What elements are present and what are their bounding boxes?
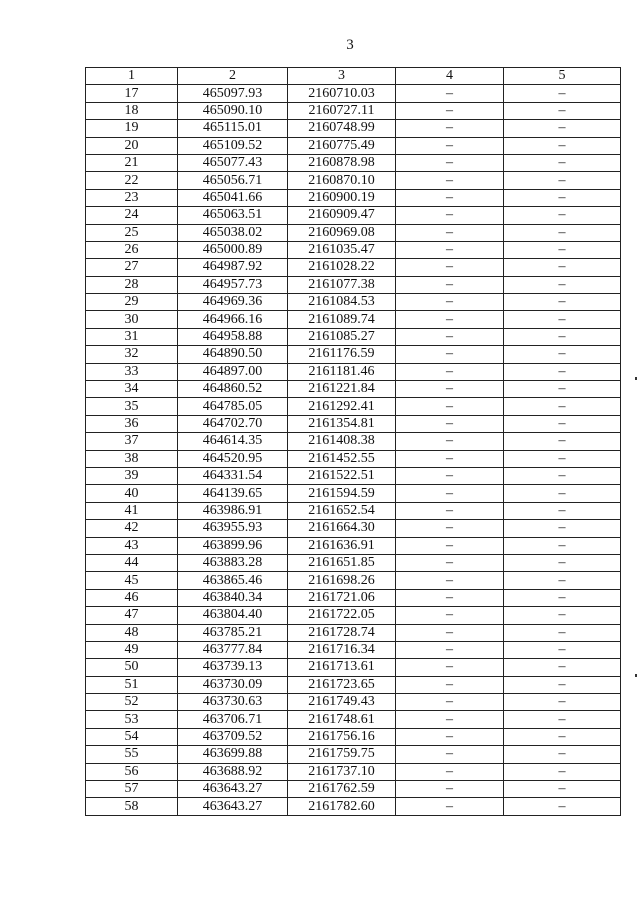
point-number-cell: 20: [86, 137, 178, 154]
table-row: [86, 728, 621, 745]
column-5-cell: –: [504, 259, 621, 276]
coordinates-table: [85, 67, 621, 816]
table-body: [86, 68, 621, 816]
column-5-cell: –: [504, 467, 621, 484]
column-4-cell: –: [396, 589, 504, 606]
x-coordinate-cell: 465000.89: [178, 241, 288, 258]
point-number-cell: 18: [86, 102, 178, 119]
y-coordinate-cell: 2160710.03: [288, 85, 396, 102]
table-row: [86, 398, 621, 415]
y-coordinate-cell: 2161716.34: [288, 641, 396, 658]
column-5-cell: –: [504, 172, 621, 189]
column-5-cell: –: [504, 189, 621, 206]
y-coordinate-cell: 2161089.74: [288, 311, 396, 328]
point-number-cell: 33: [86, 363, 178, 380]
point-number-cell: 58: [86, 798, 178, 815]
column-4-cell: –: [396, 224, 504, 241]
x-coordinate-cell: 465077.43: [178, 154, 288, 171]
column-5-cell: –: [504, 624, 621, 641]
column-5-cell: –: [504, 450, 621, 467]
y-coordinate-cell: 2161721.06: [288, 589, 396, 606]
y-coordinate-cell: 2161698.26: [288, 572, 396, 589]
column-5-cell: –: [504, 746, 621, 763]
table-row: [86, 346, 621, 363]
table-row: [86, 311, 621, 328]
header-cell-1: 1: [86, 68, 178, 85]
column-4-cell: –: [396, 241, 504, 258]
column-4-cell: –: [396, 276, 504, 293]
y-coordinate-cell: 2161077.38: [288, 276, 396, 293]
y-coordinate-cell: 2161176.59: [288, 346, 396, 363]
column-5-cell: –: [504, 311, 621, 328]
table-row: [86, 537, 621, 554]
x-coordinate-cell: 463643.27: [178, 781, 288, 798]
point-number-cell: 23: [86, 189, 178, 206]
point-number-cell: 56: [86, 763, 178, 780]
x-coordinate-cell: 463883.28: [178, 554, 288, 571]
table-row: [86, 659, 621, 676]
table-row: [86, 781, 621, 798]
column-4-cell: –: [396, 502, 504, 519]
header-row: [86, 68, 621, 85]
x-coordinate-cell: 464958.88: [178, 328, 288, 345]
column-4-cell: –: [396, 781, 504, 798]
column-4-cell: –: [396, 798, 504, 815]
column-5-cell: –: [504, 798, 621, 815]
y-coordinate-cell: 2161636.91: [288, 537, 396, 554]
column-4-cell: –: [396, 467, 504, 484]
table-row: [86, 502, 621, 519]
point-number-cell: 39: [86, 467, 178, 484]
column-5-cell: –: [504, 572, 621, 589]
x-coordinate-cell: 463699.88: [178, 746, 288, 763]
point-number-cell: 48: [86, 624, 178, 641]
x-coordinate-cell: 463706.71: [178, 711, 288, 728]
table-row: [86, 676, 621, 693]
column-5-cell: –: [504, 154, 621, 171]
point-number-cell: 24: [86, 207, 178, 224]
x-coordinate-cell: 463865.46: [178, 572, 288, 589]
y-coordinate-cell: 2161749.43: [288, 694, 396, 711]
x-coordinate-cell: 463777.84: [178, 641, 288, 658]
x-coordinate-cell: 463955.93: [178, 520, 288, 537]
table-row: [86, 641, 621, 658]
point-number-cell: 29: [86, 294, 178, 311]
column-5-cell: –: [504, 659, 621, 676]
x-coordinate-cell: 463709.52: [178, 728, 288, 745]
y-coordinate-cell: 2161181.46: [288, 363, 396, 380]
column-5-cell: –: [504, 137, 621, 154]
table-row: [86, 241, 621, 258]
x-coordinate-cell: 463643.27: [178, 798, 288, 815]
x-coordinate-cell: 464966.16: [178, 311, 288, 328]
column-4-cell: –: [396, 572, 504, 589]
x-coordinate-cell: 464702.70: [178, 415, 288, 432]
column-5-cell: –: [504, 120, 621, 137]
y-coordinate-cell: 2161652.54: [288, 502, 396, 519]
column-4-cell: –: [396, 676, 504, 693]
x-coordinate-cell: 465115.01: [178, 120, 288, 137]
x-coordinate-cell: 463785.21: [178, 624, 288, 641]
x-coordinate-cell: 464785.05: [178, 398, 288, 415]
x-coordinate-cell: 465090.10: [178, 102, 288, 119]
x-coordinate-cell: 463688.92: [178, 763, 288, 780]
y-coordinate-cell: 2161782.60: [288, 798, 396, 815]
y-coordinate-cell: 2161748.61: [288, 711, 396, 728]
x-coordinate-cell: 464987.92: [178, 259, 288, 276]
table-row: [86, 381, 621, 398]
y-coordinate-cell: 2161756.16: [288, 728, 396, 745]
y-coordinate-cell: 2161722.05: [288, 607, 396, 624]
x-coordinate-cell: 463804.40: [178, 607, 288, 624]
table-row: [86, 798, 621, 815]
table-row: [86, 189, 621, 206]
column-5-cell: –: [504, 224, 621, 241]
point-number-cell: 51: [86, 676, 178, 693]
column-4-cell: –: [396, 398, 504, 415]
column-4-cell: –: [396, 624, 504, 641]
column-4-cell: –: [396, 520, 504, 537]
table-row: [86, 711, 621, 728]
header-cell-2: 2: [178, 68, 288, 85]
y-coordinate-cell: 2161354.81: [288, 415, 396, 432]
x-coordinate-cell: 464860.52: [178, 381, 288, 398]
table-row: [86, 276, 621, 293]
table-row: [86, 207, 621, 224]
column-5-cell: –: [504, 241, 621, 258]
x-coordinate-cell: 465063.51: [178, 207, 288, 224]
y-coordinate-cell: 2161651.85: [288, 554, 396, 571]
column-4-cell: –: [396, 415, 504, 432]
table-row: [86, 607, 621, 624]
column-5-cell: –: [504, 85, 621, 102]
column-5-cell: –: [504, 694, 621, 711]
column-4-cell: –: [396, 433, 504, 450]
point-number-cell: 26: [86, 241, 178, 258]
point-number-cell: 38: [86, 450, 178, 467]
table-row: [86, 467, 621, 484]
column-5-cell: –: [504, 728, 621, 745]
table-row: [86, 328, 621, 345]
column-5-cell: –: [504, 763, 621, 780]
column-5-cell: –: [504, 346, 621, 363]
point-number-cell: 28: [86, 276, 178, 293]
table-row: [86, 624, 621, 641]
column-5-cell: –: [504, 554, 621, 571]
point-number-cell: 25: [86, 224, 178, 241]
column-5-cell: –: [504, 520, 621, 537]
column-5-cell: –: [504, 294, 621, 311]
point-number-cell: 50: [86, 659, 178, 676]
point-number-cell: 52: [86, 694, 178, 711]
y-coordinate-cell: 2160748.99: [288, 120, 396, 137]
y-coordinate-cell: 2160909.47: [288, 207, 396, 224]
table-row: [86, 694, 621, 711]
table-row: [86, 154, 621, 171]
x-coordinate-cell: 464969.36: [178, 294, 288, 311]
y-coordinate-cell: 2161035.47: [288, 241, 396, 258]
column-4-cell: –: [396, 259, 504, 276]
table-row: [86, 450, 621, 467]
column-4-cell: –: [396, 102, 504, 119]
column-5-cell: –: [504, 641, 621, 658]
point-number-cell: 34: [86, 381, 178, 398]
column-4-cell: –: [396, 189, 504, 206]
x-coordinate-cell: 464897.00: [178, 363, 288, 380]
point-number-cell: 19: [86, 120, 178, 137]
header-cell-5: 5: [504, 68, 621, 85]
margin-speck: [635, 377, 637, 380]
header-cell-3: 3: [288, 68, 396, 85]
column-5-cell: –: [504, 415, 621, 432]
table-row: [86, 102, 621, 119]
column-4-cell: –: [396, 746, 504, 763]
point-number-cell: 31: [86, 328, 178, 345]
point-number-cell: 47: [86, 607, 178, 624]
table-row: [86, 294, 621, 311]
y-coordinate-cell: 2161737.10: [288, 763, 396, 780]
x-coordinate-cell: 463730.09: [178, 676, 288, 693]
column-4-cell: –: [396, 607, 504, 624]
y-coordinate-cell: 2160775.49: [288, 137, 396, 154]
column-5-cell: –: [504, 381, 621, 398]
y-coordinate-cell: 2161759.75: [288, 746, 396, 763]
point-number-cell: 35: [86, 398, 178, 415]
point-number-cell: 43: [86, 537, 178, 554]
column-4-cell: –: [396, 554, 504, 571]
table-row: [86, 763, 621, 780]
point-number-cell: 57: [86, 781, 178, 798]
x-coordinate-cell: 464614.35: [178, 433, 288, 450]
column-4-cell: –: [396, 294, 504, 311]
x-coordinate-cell: 463899.96: [178, 537, 288, 554]
y-coordinate-cell: 2160727.11: [288, 102, 396, 119]
column-4-cell: –: [396, 363, 504, 380]
column-4-cell: –: [396, 346, 504, 363]
table-row: [86, 120, 621, 137]
point-number-cell: 32: [86, 346, 178, 363]
column-5-cell: –: [504, 607, 621, 624]
x-coordinate-cell: 464139.65: [178, 485, 288, 502]
table-row: [86, 224, 621, 241]
y-coordinate-cell: 2161664.30: [288, 520, 396, 537]
header-cell-4: 4: [396, 68, 504, 85]
x-coordinate-cell: 465056.71: [178, 172, 288, 189]
table-row: [86, 259, 621, 276]
table-row: [86, 415, 621, 432]
page-number: 3: [346, 37, 354, 53]
point-number-cell: 46: [86, 589, 178, 606]
table-row: [86, 485, 621, 502]
y-coordinate-cell: 2161522.51: [288, 467, 396, 484]
column-5-cell: –: [504, 363, 621, 380]
point-number-cell: 22: [86, 172, 178, 189]
y-coordinate-cell: 2161028.22: [288, 259, 396, 276]
table-row: [86, 554, 621, 571]
point-number-cell: 37: [86, 433, 178, 450]
y-coordinate-cell: 2160969.08: [288, 224, 396, 241]
point-number-cell: 55: [86, 746, 178, 763]
column-5-cell: –: [504, 102, 621, 119]
column-5-cell: –: [504, 328, 621, 345]
column-5-cell: –: [504, 781, 621, 798]
x-coordinate-cell: 464957.73: [178, 276, 288, 293]
table-row: [86, 589, 621, 606]
point-number-cell: 49: [86, 641, 178, 658]
x-coordinate-cell: 465041.66: [178, 189, 288, 206]
x-coordinate-cell: 463986.91: [178, 502, 288, 519]
point-number-cell: 54: [86, 728, 178, 745]
column-4-cell: –: [396, 763, 504, 780]
column-4-cell: –: [396, 381, 504, 398]
column-4-cell: –: [396, 659, 504, 676]
column-5-cell: –: [504, 711, 621, 728]
column-4-cell: –: [396, 328, 504, 345]
table-row: [86, 746, 621, 763]
column-5-cell: –: [504, 589, 621, 606]
point-number-cell: 45: [86, 572, 178, 589]
y-coordinate-cell: 2161762.59: [288, 781, 396, 798]
point-number-cell: 53: [86, 711, 178, 728]
y-coordinate-cell: 2161084.53: [288, 294, 396, 311]
point-number-cell: 36: [86, 415, 178, 432]
column-4-cell: –: [396, 485, 504, 502]
column-5-cell: –: [504, 433, 621, 450]
margin-speck: [635, 674, 637, 677]
column-4-cell: –: [396, 694, 504, 711]
x-coordinate-cell: 463730.63: [178, 694, 288, 711]
point-number-cell: 27: [86, 259, 178, 276]
x-coordinate-cell: 464890.50: [178, 346, 288, 363]
column-5-cell: –: [504, 485, 621, 502]
table-row: [86, 172, 621, 189]
x-coordinate-cell: 463840.34: [178, 589, 288, 606]
column-4-cell: –: [396, 711, 504, 728]
column-4-cell: –: [396, 641, 504, 658]
table-row: [86, 433, 621, 450]
table-row: [86, 520, 621, 537]
point-number-cell: 30: [86, 311, 178, 328]
point-number-cell: 40: [86, 485, 178, 502]
column-4-cell: –: [396, 450, 504, 467]
column-4-cell: –: [396, 207, 504, 224]
y-coordinate-cell: 2161292.41: [288, 398, 396, 415]
column-5-cell: –: [504, 537, 621, 554]
column-5-cell: –: [504, 276, 621, 293]
y-coordinate-cell: 2161728.74: [288, 624, 396, 641]
column-5-cell: –: [504, 207, 621, 224]
column-4-cell: –: [396, 137, 504, 154]
y-coordinate-cell: 2161085.27: [288, 328, 396, 345]
x-coordinate-cell: 464520.95: [178, 450, 288, 467]
column-4-cell: –: [396, 311, 504, 328]
table-row: [86, 137, 621, 154]
column-4-cell: –: [396, 537, 504, 554]
column-4-cell: –: [396, 120, 504, 137]
y-coordinate-cell: 2161594.59: [288, 485, 396, 502]
y-coordinate-cell: 2160878.98: [288, 154, 396, 171]
y-coordinate-cell: 2161408.38: [288, 433, 396, 450]
x-coordinate-cell: 463739.13: [178, 659, 288, 676]
column-4-cell: –: [396, 85, 504, 102]
table-row: [86, 572, 621, 589]
column-4-cell: –: [396, 172, 504, 189]
table-row: [86, 85, 621, 102]
table-row: [86, 363, 621, 380]
point-number-cell: 41: [86, 502, 178, 519]
x-coordinate-cell: 464331.54: [178, 467, 288, 484]
point-number-cell: 21: [86, 154, 178, 171]
y-coordinate-cell: 2161713.61: [288, 659, 396, 676]
y-coordinate-cell: 2160870.10: [288, 172, 396, 189]
column-5-cell: –: [504, 502, 621, 519]
column-5-cell: –: [504, 398, 621, 415]
x-coordinate-cell: 465109.52: [178, 137, 288, 154]
x-coordinate-cell: 465097.93: [178, 85, 288, 102]
point-number-cell: 44: [86, 554, 178, 571]
y-coordinate-cell: 2161221.84: [288, 381, 396, 398]
column-4-cell: –: [396, 154, 504, 171]
y-coordinate-cell: 2161452.55: [288, 450, 396, 467]
y-coordinate-cell: 2160900.19: [288, 189, 396, 206]
point-number-cell: 17: [86, 85, 178, 102]
y-coordinate-cell: 2161723.65: [288, 676, 396, 693]
point-number-cell: 42: [86, 520, 178, 537]
column-4-cell: –: [396, 728, 504, 745]
column-5-cell: –: [504, 676, 621, 693]
x-coordinate-cell: 465038.02: [178, 224, 288, 241]
